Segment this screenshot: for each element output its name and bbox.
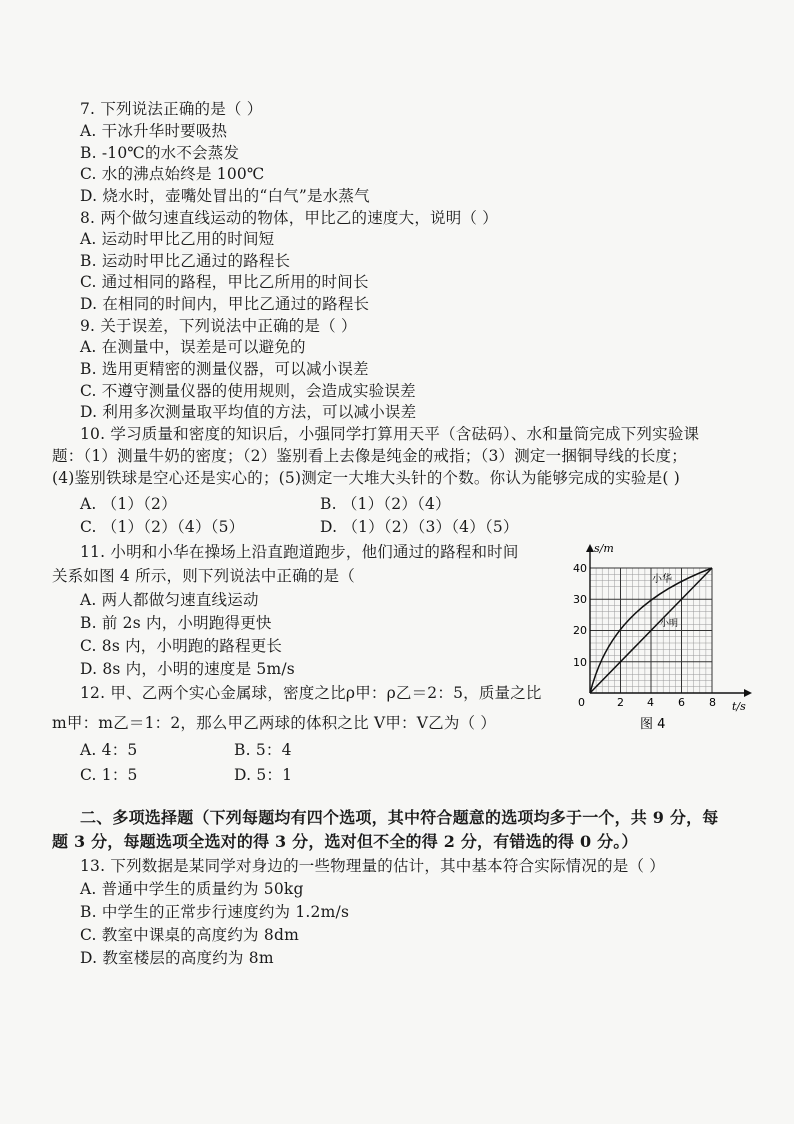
y-tick-40: 40	[573, 562, 587, 575]
q9-option-b: B. 选用更精密的测量仪器，可以减小误差	[80, 360, 369, 378]
section2-heading-line1: 二、多项选择题（下列每题均有四个选项，其中符合题意的选项均多于一个，共 9 分，每	[80, 808, 719, 827]
q10-option-d: D. （1）（2）（3）（4）（5）	[320, 518, 519, 536]
q10-option-c: C. （1）（2）（4）（5）	[80, 518, 245, 536]
st-graph-svg	[572, 538, 762, 738]
q13-option-b: B. 中学生的正常步行速度约为 1.2m/s	[80, 903, 350, 921]
q7-option-b: B. -10℃的水不会蒸发	[80, 144, 240, 162]
q12-stem-line2: m甲：m乙＝1：2，那么甲乙两球的体积之比 V甲：V乙为（ ）	[52, 714, 497, 732]
q8-stem: 8. 两个做匀速直线运动的物体，甲比乙的速度大，说明（ ）	[80, 209, 498, 227]
q10-option-a: A. （1）（2）	[80, 495, 177, 513]
q7-option-d: D. 烧水时，壶嘴处冒出的“白气”是水蒸气	[80, 187, 370, 205]
q11-option-a: A. 两人都做匀速直线运动	[80, 591, 259, 609]
q8-option-a: A. 运动时甲比乙用的时间短	[80, 230, 275, 248]
q13-stem: 13. 下列数据是某同学对身边的一些物理量的估计，其中基本符合实际情况的是（ ）	[80, 857, 666, 875]
q11-option-b: B. 前 2s 内，小明跑得更快	[80, 614, 272, 632]
q7-option-c: C. 水的沸点始终是 100℃	[80, 165, 265, 183]
q8-option-d: D. 在相同的时间内，甲比乙通过的路程长	[80, 295, 370, 313]
q10-option-b: B. （1）（2）（4）	[320, 495, 451, 513]
y-axis-label: s/m	[594, 542, 614, 555]
q9-option-c: C. 不遵守测量仪器的使用规则，会造成实验误差	[80, 382, 416, 400]
q9-stem: 9. 关于误差，下列说法中正确的是（ ）	[80, 317, 357, 335]
x-tick-6: 6	[678, 696, 685, 709]
q11-stem-line2: 关系如图 4 所示，则下列说法中正确的是（	[52, 567, 355, 585]
q11-option-d: D. 8s 内，小明的速度是 5m/s	[80, 660, 295, 678]
x-tick-4: 4	[647, 696, 654, 709]
x-tick-0: 0	[578, 696, 585, 709]
q11-stem-line1: 11. 小明和小华在操场上沿直跑道跑步，他们通过的路程和时间	[80, 543, 519, 561]
x-axis-label: t/s	[732, 700, 746, 713]
q13-option-a: A. 普通中学生的质量约为 50kg	[80, 880, 304, 898]
figure-4-st-graph	[572, 538, 762, 738]
q12-option-d: D. 5：1	[234, 766, 293, 784]
q12-stem-line1: 12. 甲、乙两个实心金属球，密度之比ρ甲：ρ乙＝2：5，质量之比	[80, 684, 542, 702]
q8-option-b: B. 运动时甲比乙通过的路程长	[80, 252, 291, 270]
figure-caption: 图 4	[640, 717, 666, 732]
y-tick-30: 30	[573, 593, 587, 606]
q11-option-c: C. 8s 内，小明跑的路程更长	[80, 637, 283, 655]
y-tick-10: 10	[573, 656, 587, 669]
q12-option-a: A. 4：5	[80, 741, 138, 759]
x-tick-8: 8	[709, 696, 716, 709]
q10-stem-line2: 题：（1）测量牛奶的密度；（2）鉴别看上去像是纯金的戒指；（3）测定一捆铜导线的长度；	[52, 447, 687, 465]
q12-option-c: C. 1：5	[80, 766, 138, 784]
q7-option-a: A. 干冰升华时要吸热	[80, 122, 228, 140]
q9-option-d: D. 利用多次测量取平均值的方法，可以减小误差	[80, 403, 417, 421]
q13-option-c: C. 教室中课桌的高度约为 8dm	[80, 926, 299, 944]
q13-option-d: D. 教室楼层的高度约为 8m	[80, 949, 274, 967]
q7-stem: 7. 下列说法正确的是（ ）	[80, 100, 263, 118]
section2-heading-line2: 题 3 分，每题选项全选对的得 3 分，选对但不全的得 2 分，有错选的得 0 分。）	[52, 832, 638, 851]
label-xiaohua: 小华	[652, 574, 672, 585]
x-tick-2: 2	[617, 696, 624, 709]
q10-stem-line3: (4)鉴别铁球是空心还是实心的；(5)测定一大堆大头针的个数。你认为能够完成的实验是( )	[52, 469, 680, 487]
y-tick-20: 20	[573, 624, 587, 637]
label-xiaoming: 小明	[660, 619, 679, 629]
q8-option-c: C. 通过相同的路程，甲比乙所用的时间长	[80, 273, 369, 291]
q12-option-b: B. 5：4	[234, 741, 292, 759]
q9-option-a: A. 在测量中，误差是可以避免的	[80, 338, 306, 356]
q10-stem-line1: 10. 学习质量和密度的知识后，小强同学打算用天平（含砝码）、水和量筒完成下列实验课	[80, 425, 700, 443]
